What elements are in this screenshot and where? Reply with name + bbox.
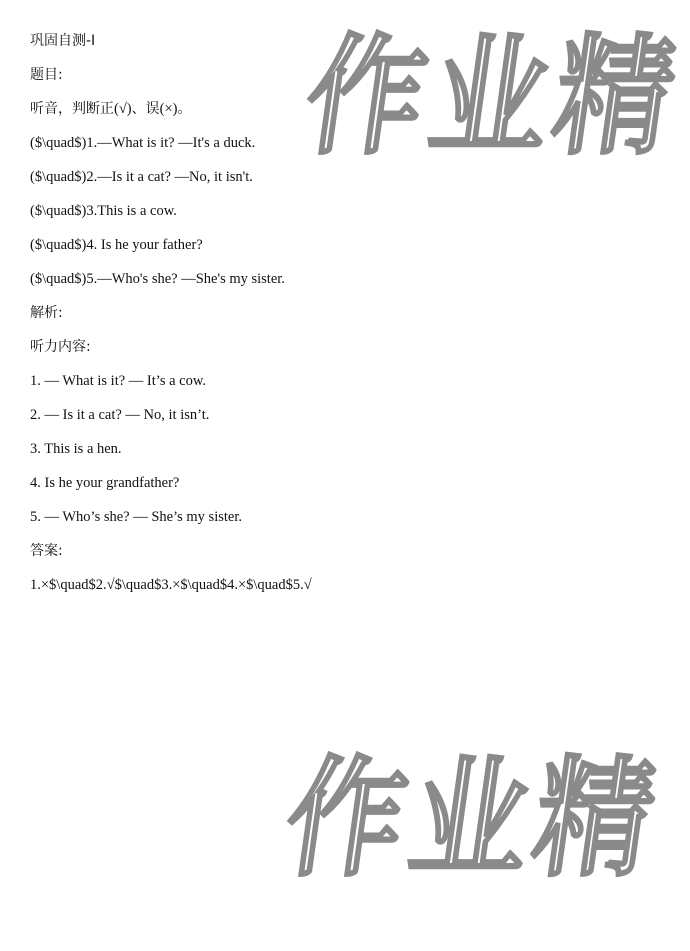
watermark-bottom: 作业精	[276, 742, 670, 895]
question-item-1: ($\quad$)1.—What is it? —It's a duck.	[30, 135, 256, 151]
listening-label: 听力内容:	[30, 339, 91, 355]
instruction-text-c: 。	[177, 101, 192, 117]
section-title: 巩固自测-I	[30, 33, 96, 49]
instruction	[30, 98, 670, 132]
analysis-label: 解析:	[30, 305, 63, 321]
listening-item-5: 5. — Who’s she? — She’s my sister.	[30, 509, 242, 525]
listening-item-4: 4. Is he your grandfather?	[30, 475, 180, 491]
instruction-text-b: 、误	[131, 101, 160, 117]
question-item-2: ($\quad$)2.—Is it a cat? —No, it isn't.	[30, 169, 253, 185]
listening-item-1: 1. — What is it? — It’s a cow.	[30, 373, 206, 389]
answer-label: 答案:	[30, 543, 63, 559]
question-item-5: ($\quad$)5.—Who's she? —She's my sister.	[30, 271, 285, 287]
watermark-top: 作业精	[296, 20, 690, 173]
instruction-true-mark: (√)	[114, 101, 132, 117]
listening-item-3: 3. This is a hen.	[30, 441, 122, 457]
instruction-text-a: 听音，判断正	[30, 101, 114, 117]
instruction-false-mark: (×)	[159, 101, 178, 117]
question-item-4: ($\quad$)4. Is he your father?	[30, 237, 203, 253]
listening-item-2: 2. — Is it a cat? — No, it isn’t.	[30, 407, 210, 423]
document-body	[30, 30, 670, 608]
answer-text: 1.×$\quad$2.√$\quad$3.×$\quad$4.×$\quad$5.√	[30, 577, 312, 593]
question-label: 题目:	[30, 67, 63, 83]
question-item-3: ($\quad$)3.This is a cow.	[30, 203, 177, 219]
